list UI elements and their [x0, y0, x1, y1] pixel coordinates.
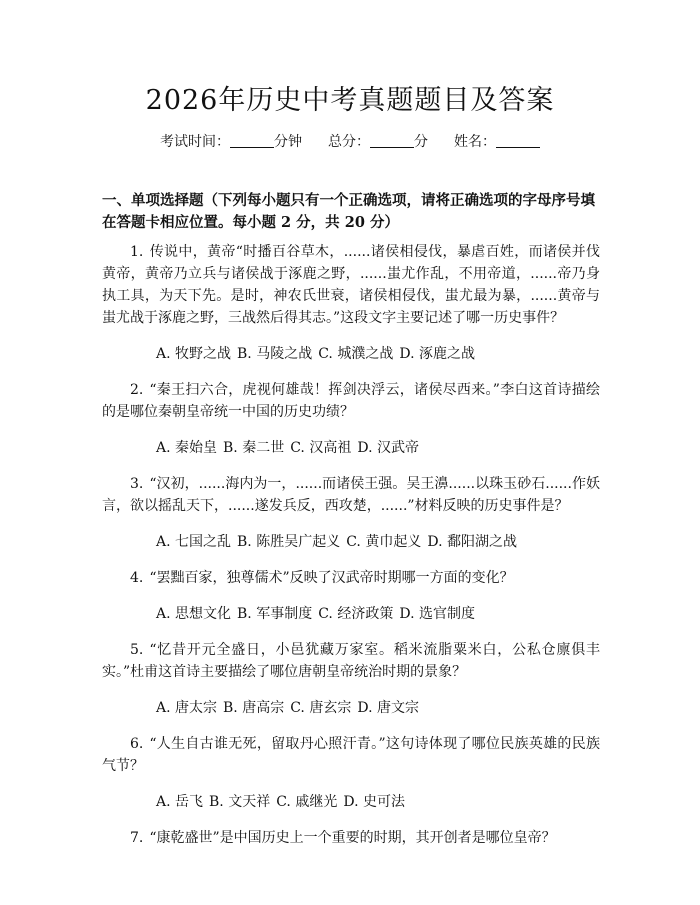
question-6 [102, 733, 600, 777]
page-title: 2026年历史中考真题题目及答案 [145, 85, 555, 116]
question-text: “秦王扫六合，虎视何雄哉！挥剑决浮云，诸侯尽西来。”李白这首诗描绘的是哪位秦朝皇帝统一中国的历史功绩？ [102, 382, 600, 420]
question-number: 6. [130, 736, 144, 752]
score-unit: 分 [414, 134, 428, 150]
score-blank [370, 146, 414, 148]
score-label: 总分： [328, 134, 370, 150]
option-b: B. 文天祥 [209, 794, 271, 810]
question-1 [102, 241, 600, 329]
time-label: 考试时间： [160, 134, 230, 150]
question-text: “人生自古谁无死，留取丹心照汗青。”这句诗体现了哪位民族英雄的民族气节？ [102, 736, 600, 774]
option-c: C. 戚继光 [276, 794, 338, 810]
option-b: B. 陈胜吴广起义 [237, 534, 341, 550]
option-d: D. 史可法 [343, 794, 405, 810]
question-number: 4. [130, 570, 144, 586]
time-blank [230, 146, 274, 148]
question-text: “罢黜百家，独尊儒术”反映了汉武帝时期哪一方面的变化？ [149, 570, 514, 586]
question-options [156, 531, 600, 553]
option-b: B. 军事制度 [237, 606, 313, 622]
question-options [156, 437, 600, 459]
option-c: C. 汉高祖 [290, 440, 352, 456]
question-options [156, 697, 600, 719]
option-b: B. 秦二世 [223, 440, 285, 456]
option-c: C. 城濮之战 [318, 346, 394, 362]
option-d: D. 唐文宗 [357, 700, 419, 716]
question-number: 2. [130, 382, 144, 398]
option-d: D. 涿鹿之战 [399, 346, 475, 362]
name-label: 姓名： [454, 134, 496, 150]
section-heading: 一、单项选择题（下列每小题只有一个正确选项，请将正确选项的字母序号填在答题卡相应位置。每小题 2 分，共 20 分） [102, 192, 595, 231]
question-text: “康乾盛世”是中国历史上一个重要的时期，其开创者是哪位皇帝？ [149, 830, 556, 846]
time-unit: 分钟 [274, 134, 302, 150]
option-a: A. 思想文化 [156, 606, 232, 622]
option-a: A. 牧野之战 [156, 346, 232, 362]
option-c: C. 唐玄宗 [290, 700, 352, 716]
option-c: C. 黄巾起义 [346, 534, 422, 550]
option-b: B. 马陵之战 [237, 346, 313, 362]
question-text: “汉初，......海内为一，......而诸侯王强。吴王濞......以珠玉砂石......作妖言，欲以摇乱天下，......遂发兵反，西攻楚，......”材料反映的历史事件是？ [102, 476, 600, 514]
option-d: D. 汉武帝 [357, 440, 419, 456]
option-c: C. 经济政策 [318, 606, 394, 622]
question-number: 3. [130, 476, 144, 492]
option-a: A. 岳飞 [156, 794, 204, 810]
option-b: B. 唐高宗 [223, 700, 285, 716]
name-blank [496, 146, 540, 148]
question-list [102, 241, 600, 849]
question-2 [102, 379, 600, 423]
option-d: D. 鄱阳湖之战 [427, 534, 517, 550]
option-a: A. 唐太宗 [156, 700, 218, 716]
question-3 [102, 473, 600, 517]
question-7 [102, 827, 600, 849]
question-options [156, 791, 600, 813]
option-a: A. 秦始皇 [156, 440, 218, 456]
question-4 [102, 567, 600, 589]
question-options [156, 343, 600, 365]
question-text: 传说中，黄帝“时播百谷草木，......诸侯相侵伐，暴虐百姓，而诸侯并伐黄帝，黄帝乃立兵与诸侯战于涿鹿之野，......蚩尤作乱，不用帝道，......帝乃身执工具，为天下先。是时，神农氏世衰，诸侯相侵伐，蚩尤最为暴，......黄帝与蚩尤战于涿鹿之野，三战然后得其志。”这段文字主要记述了哪一历史事件？ [102, 244, 600, 326]
question-number: 1. [130, 244, 144, 260]
option-a: A. 七国之乱 [156, 534, 232, 550]
option-d: D. 选官制度 [399, 606, 475, 622]
question-number: 5. [130, 642, 144, 658]
question-text: “忆昔开元全盛日，小邑犹藏万家室。稻米流脂粟米白，公私仓廪俱丰实。”杜甫这首诗主要描绘了哪位唐朝皇帝统治时期的景象？ [102, 642, 600, 680]
question-number: 7. [130, 830, 144, 846]
exam-meta [0, 132, 700, 152]
question-5 [102, 639, 600, 683]
question-options [156, 603, 600, 625]
